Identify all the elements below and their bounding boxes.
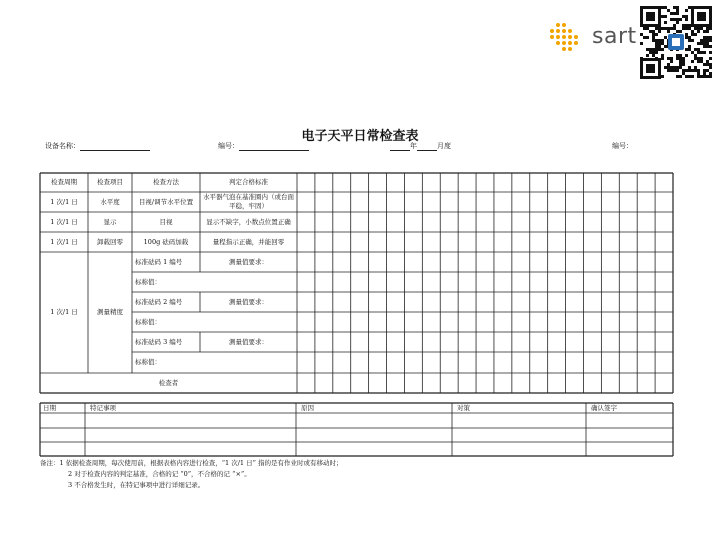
row3-method: 100g 砝码加载 [143,237,189,246]
record-header-cause: 原因 [301,403,314,412]
record-header-special: 特记事项 [90,403,116,412]
row1-method: 目视/调节水平位置 [138,197,194,206]
weight1-label: 标准砝码 1 编号 [135,257,183,266]
record-header-confirm: 确认签字 [591,403,617,412]
header-criteria: 判定合格标准 [229,178,268,186]
row3-cycle: 1 次/1 日 [50,237,78,246]
weight1-nominal: 标称值： [135,277,161,286]
row2-cycle: 1 次/1 日 [50,217,78,226]
weight1-req: 测量值要求： [229,257,268,266]
row3-criteria: 量程指示正确，并能回零 [212,237,285,246]
note-line-3: 3 不合格发生时，在特记事项中进行详细记录。 [68,481,205,489]
logo-text: sart [592,24,637,49]
row1-criteria: 水平器气泡在基准圈内（或台面平稳，牢固） [203,193,294,210]
weight3-label: 标准砝码 3 编号 [135,337,183,346]
row2-criteria: 显示不缺字，小数点位置正确 [206,217,291,226]
row3-item: 卸载回零 [97,237,123,246]
number-label: 编号： [218,142,239,150]
weight2-nominal: 标称值： [135,317,161,326]
row1-item: 水平度 [100,197,120,206]
weight3-nominal: 标称值： [135,358,161,366]
year-label: 年 [410,142,417,150]
record-header-measure: 对策 [457,403,470,412]
record-header-date: 日期 [43,403,56,412]
month-label: 月度 [437,142,451,150]
row2-item: 显示 [103,217,117,226]
note-line-2: 2 对于检查内容的判定基准，合格的记 “0”，不合格的记 “×”。 [68,470,251,478]
header-method: 检查方法 [153,178,179,186]
page-title: 电子天平日常检查表 [301,129,419,144]
weight3-req: 测量值要求： [229,337,268,346]
row2-method: 目视 [159,217,173,226]
precision-cycle: 1 次/1 日 [50,308,78,316]
inspector-label: 检查者 [158,378,179,387]
row1-cycle: 1 次/1 日 [50,197,78,206]
note-line-1: 备注：1 依据检查周期，每次使用前，根据表格内容进行检查，“1 次/1 日” 指的是有作业时或有移动时； [40,459,343,467]
header-cycle: 检查周期 [51,178,77,186]
device-name-label: 设备名称： [45,142,80,150]
weight2-req: 测量值要求： [229,297,268,306]
weight2-label: 标准砝码 2 编号 [135,297,183,306]
precision-item: 测量精度 [97,308,123,316]
header-item: 检查项目 [97,178,123,186]
notes [40,458,343,491]
number-label-2: 编号： [612,142,633,150]
